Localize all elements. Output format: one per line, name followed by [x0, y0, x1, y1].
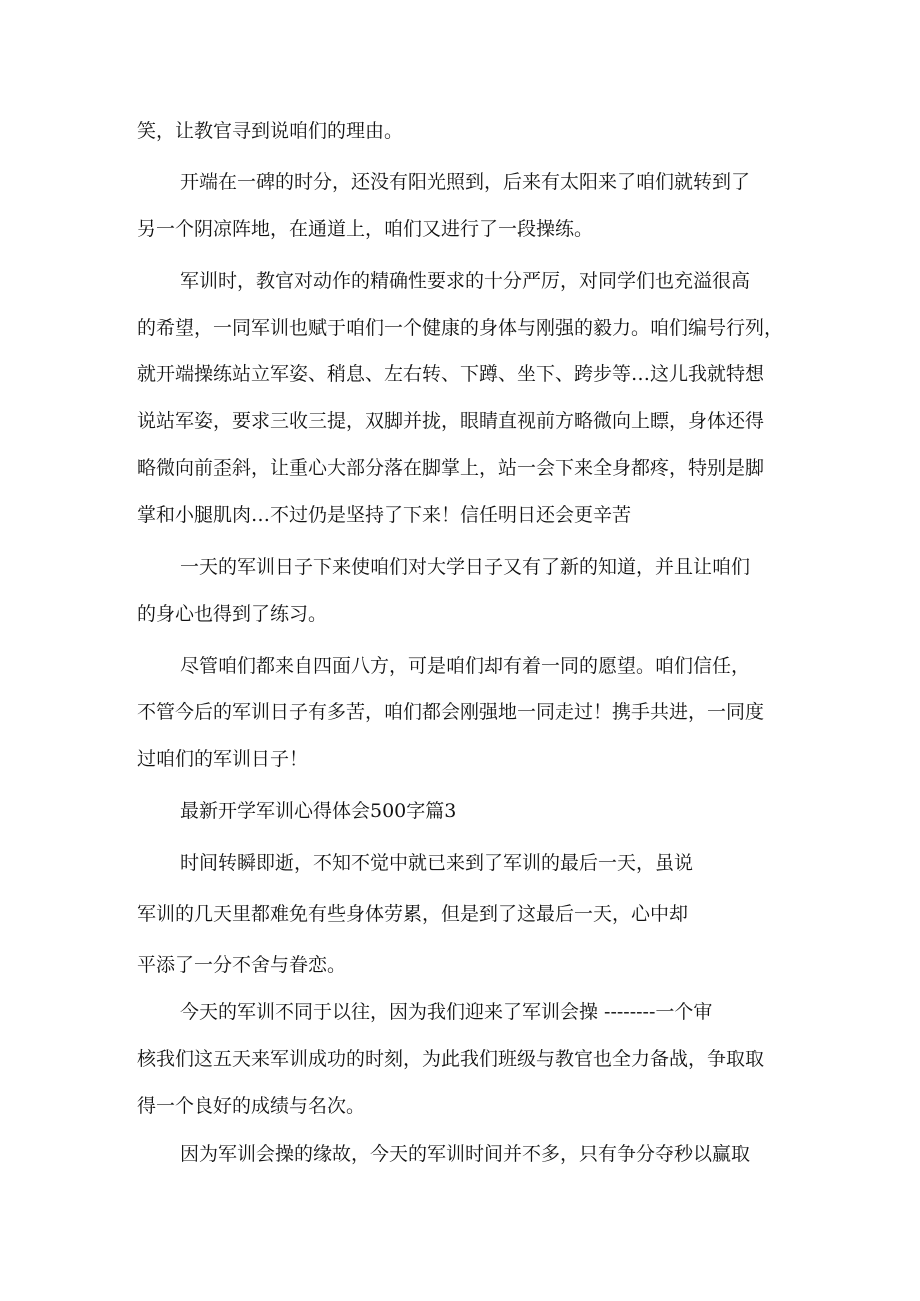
text-line: 因为军训会操的缘故，今天的军训时间并不多，只有争分夺秒以赢取 — [180, 1143, 751, 1165]
text-line: 军训时，教官对动作的精确性要求的十分严厉，对同学们也充溢很高 — [180, 270, 751, 292]
text-line: 平添了一分不舍与眷恋。 — [137, 954, 347, 976]
section-heading: 最新开学军训心得体会500字篇3 — [180, 800, 457, 822]
text-line: 军训的几天里都难免有些身体劳累，但是到了这最后一天，心中却 — [137, 903, 689, 925]
text-line: 不管今后的军训日子有多苦，咱们都会刚强地一同走过！携手共进，一同度 — [137, 701, 765, 723]
text-line: 略微向前歪斜，让重心大部分落在脚掌上，站一会下来全身都疼，特别是脚 — [137, 457, 765, 479]
text-line: 另一个阴凉阵地，在通道上，咱们又进行了一段操练。 — [137, 218, 594, 240]
text-line: 笑，让教官寻到说咱们的理由。 — [137, 120, 404, 142]
text-line: 核我们这五天来军训成功的时刻，为此我们班级与教官也全力备战，争取取 — [137, 1048, 765, 1070]
text-line: 的希望，一同军训也赋于咱们一个健康的身体与刚强的毅力。咱们编号行列， — [137, 317, 784, 339]
text-line: 说站军姿，要求三收三提，双脚并拢，眼睛直视前方略微向上瞟，身体还得 — [137, 410, 765, 432]
text-line: 尽管咱们都来自四面八方，可是咱们却有着一同的愿望。咱们信任， — [180, 655, 751, 677]
text-line: 就开端操练站立军姿、稍息、左右转、下蹲、坐下、跨步等…这儿我就特想 — [137, 363, 765, 385]
text-line: 过咱们的军训日子！ — [137, 748, 309, 770]
text-line: 今天的军训不同于以往，因为我们迎来了军训会操 --------一个审 — [180, 1001, 713, 1023]
text-line: 时间转瞬即逝，不知不觉中就已来到了军训的最后一天，虽说 — [180, 852, 694, 874]
text-line: 一天的军训日子下来使咱们对大学日子又有了新的知道，并且让咱们 — [180, 556, 751, 578]
text-line: 的身心也得到了练习。 — [137, 603, 328, 625]
text-line: 掌和小腿肌肉…不过仍是坚持了下来！信任明日还会更辛苦 — [137, 504, 632, 526]
text-line: 得一个良好的成绩与名次。 — [137, 1095, 366, 1117]
text-line: 开端在一碑的时分，还没有阳光照到，后来有太阳来了咱们就转到了 — [180, 171, 751, 193]
